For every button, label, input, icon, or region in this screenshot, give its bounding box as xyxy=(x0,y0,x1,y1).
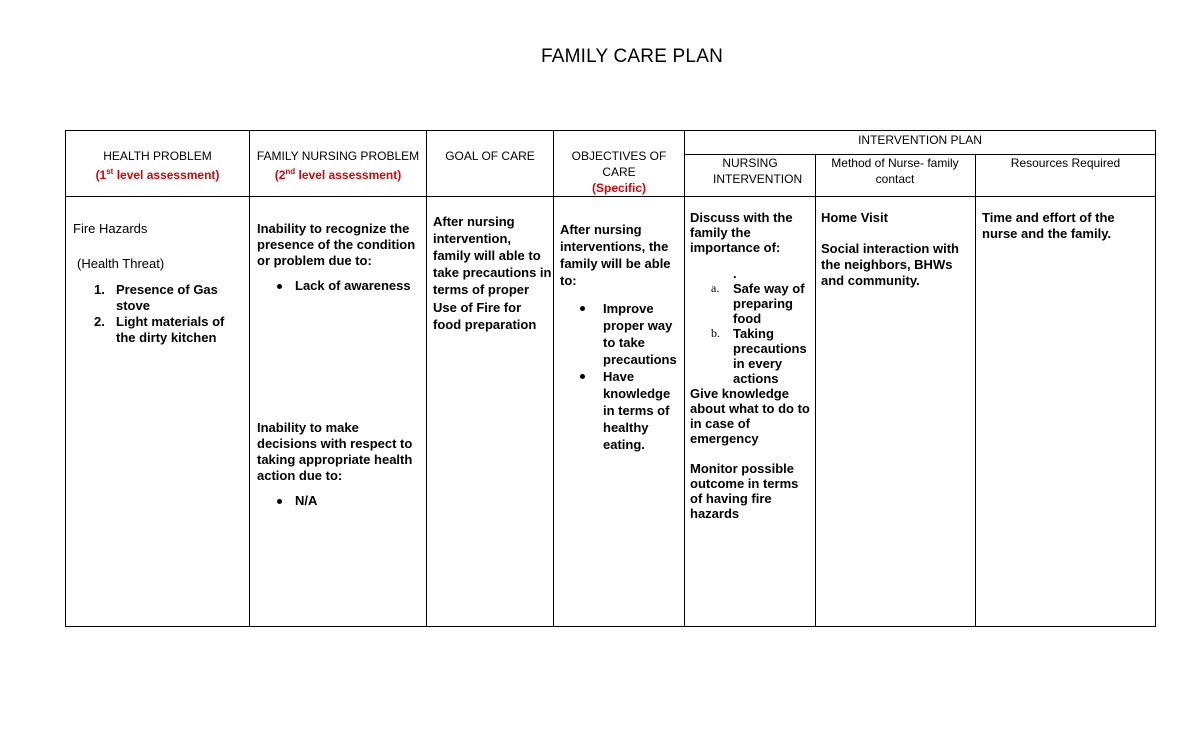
header-resources-required xyxy=(976,155,1155,171)
column-divider xyxy=(426,130,427,627)
list-item xyxy=(690,326,812,386)
resources-text: Time and effort of the nurse and the family. xyxy=(982,210,1115,241)
method-social: Social interaction with the neighbors, BHWs and community. xyxy=(821,241,959,288)
health-problem-item: Presence of Gas stove xyxy=(116,282,218,313)
header-health-problem-sub: (1st level assessment) xyxy=(95,167,220,182)
goal-of-care-cell xyxy=(433,213,552,333)
list-letter: a. xyxy=(711,281,720,295)
column-divider xyxy=(553,130,554,627)
fnp-block1-bullet: Lack of awareness xyxy=(295,278,411,293)
health-problem-title: Fire Hazards xyxy=(73,221,148,236)
fnp-block1-text: Inability to recognize the presence of the condition or problem due to: xyxy=(257,221,416,268)
health-problem-list xyxy=(94,282,243,346)
list-item xyxy=(257,493,422,509)
intervention-list xyxy=(690,281,812,386)
column-divider xyxy=(684,130,685,627)
table-border-left xyxy=(65,130,66,627)
table-border-bottom xyxy=(65,626,1156,627)
header-nursing-intervention-label: NURSING INTERVENTION xyxy=(713,156,803,186)
header-method-of-contact-label: Method of Nurse- family contact xyxy=(831,156,959,186)
goal-text-1: After nursing intervention, family will able to take precautions in terms of proper xyxy=(433,214,552,297)
header-nursing-intervention xyxy=(713,155,803,187)
page-title: FAMILY CARE PLAN xyxy=(540,46,723,67)
objectives-intro: After nursing interventions, the family will be able to: xyxy=(560,222,671,288)
intervention-item: Safe way of preparing food xyxy=(733,281,805,326)
header-resources-required-label: Resources Required xyxy=(1010,156,1121,170)
list-item xyxy=(560,300,682,368)
health-problem-cell xyxy=(73,221,243,346)
intervention-monitor: Monitor possible outcome in terms of having fire hazards xyxy=(690,461,799,521)
resources-cell xyxy=(982,210,1150,242)
header-objectives-of-care xyxy=(554,148,684,196)
header-goal-of-care-label: GOAL OF CARE xyxy=(445,149,535,163)
list-letter: b. xyxy=(711,326,720,340)
fnp-block2-text: Inability to make decisions with respect to taking appropriate health action due to: xyxy=(257,420,413,483)
fnp-block2-bullet: N/A xyxy=(295,493,318,508)
header-intervention-plan xyxy=(685,132,1155,148)
column-divider xyxy=(249,130,250,627)
objectives-of-care-cell xyxy=(560,221,682,453)
intervention-intro: Discuss with the family the importance of: xyxy=(690,210,793,255)
health-problem-item: Light materials of the dirty kitchen xyxy=(116,314,225,345)
header-method-of-contact xyxy=(818,155,972,187)
health-threat-label: (Health Threat) xyxy=(77,256,165,271)
fnp-block1-list xyxy=(257,278,422,294)
list-item xyxy=(94,314,243,346)
list-item xyxy=(690,281,812,326)
header-health-problem-label: HEALTH PROBLEM xyxy=(103,149,212,163)
fnp-block2-list xyxy=(257,493,422,509)
header-objectives-of-care-sub: (Specific) xyxy=(591,181,646,195)
table-border-right xyxy=(1155,130,1156,627)
header-objectives-of-care-label: OBJECTIVES OF CARE xyxy=(571,149,667,179)
method-home-visit: Home Visit xyxy=(821,210,888,225)
header-row-divider xyxy=(65,196,1156,197)
objective-item: Improve proper way to take precautions xyxy=(603,301,677,367)
objective-item: Have knowledge in terms of healthy eating. xyxy=(603,369,671,452)
list-item xyxy=(257,278,422,294)
list-item xyxy=(94,282,243,314)
list-item xyxy=(560,368,682,453)
method-of-contact-cell xyxy=(821,210,971,289)
list-number: 2. xyxy=(94,314,105,329)
intervention-item: Taking precautions in every actions xyxy=(733,326,807,386)
list-number: 1. xyxy=(94,282,105,297)
objectives-list xyxy=(560,300,682,453)
column-divider xyxy=(815,154,816,627)
table-border-top xyxy=(65,130,1156,131)
family-nursing-problem-cell-2 xyxy=(257,420,422,509)
column-divider xyxy=(975,154,976,627)
header-family-nursing-problem-sub: (2nd level assessment) xyxy=(274,167,402,182)
header-intervention-plan-label: INTERVENTION PLAN xyxy=(858,133,982,147)
family-nursing-problem-cell xyxy=(257,221,422,294)
header-family-nursing-problem xyxy=(250,148,426,183)
intervention-dot: . xyxy=(733,266,737,281)
intervention-knowledge: Give knowledge about what to do to in case of emergency xyxy=(690,386,810,446)
header-health-problem xyxy=(66,148,249,183)
header-family-nursing-problem-label: FAMILY NURSING PROBLEM xyxy=(256,149,420,163)
goal-text-2: Use of Fire for food preparation xyxy=(433,300,537,332)
header-goal-of-care xyxy=(427,148,553,164)
nursing-intervention-cell xyxy=(690,210,812,521)
